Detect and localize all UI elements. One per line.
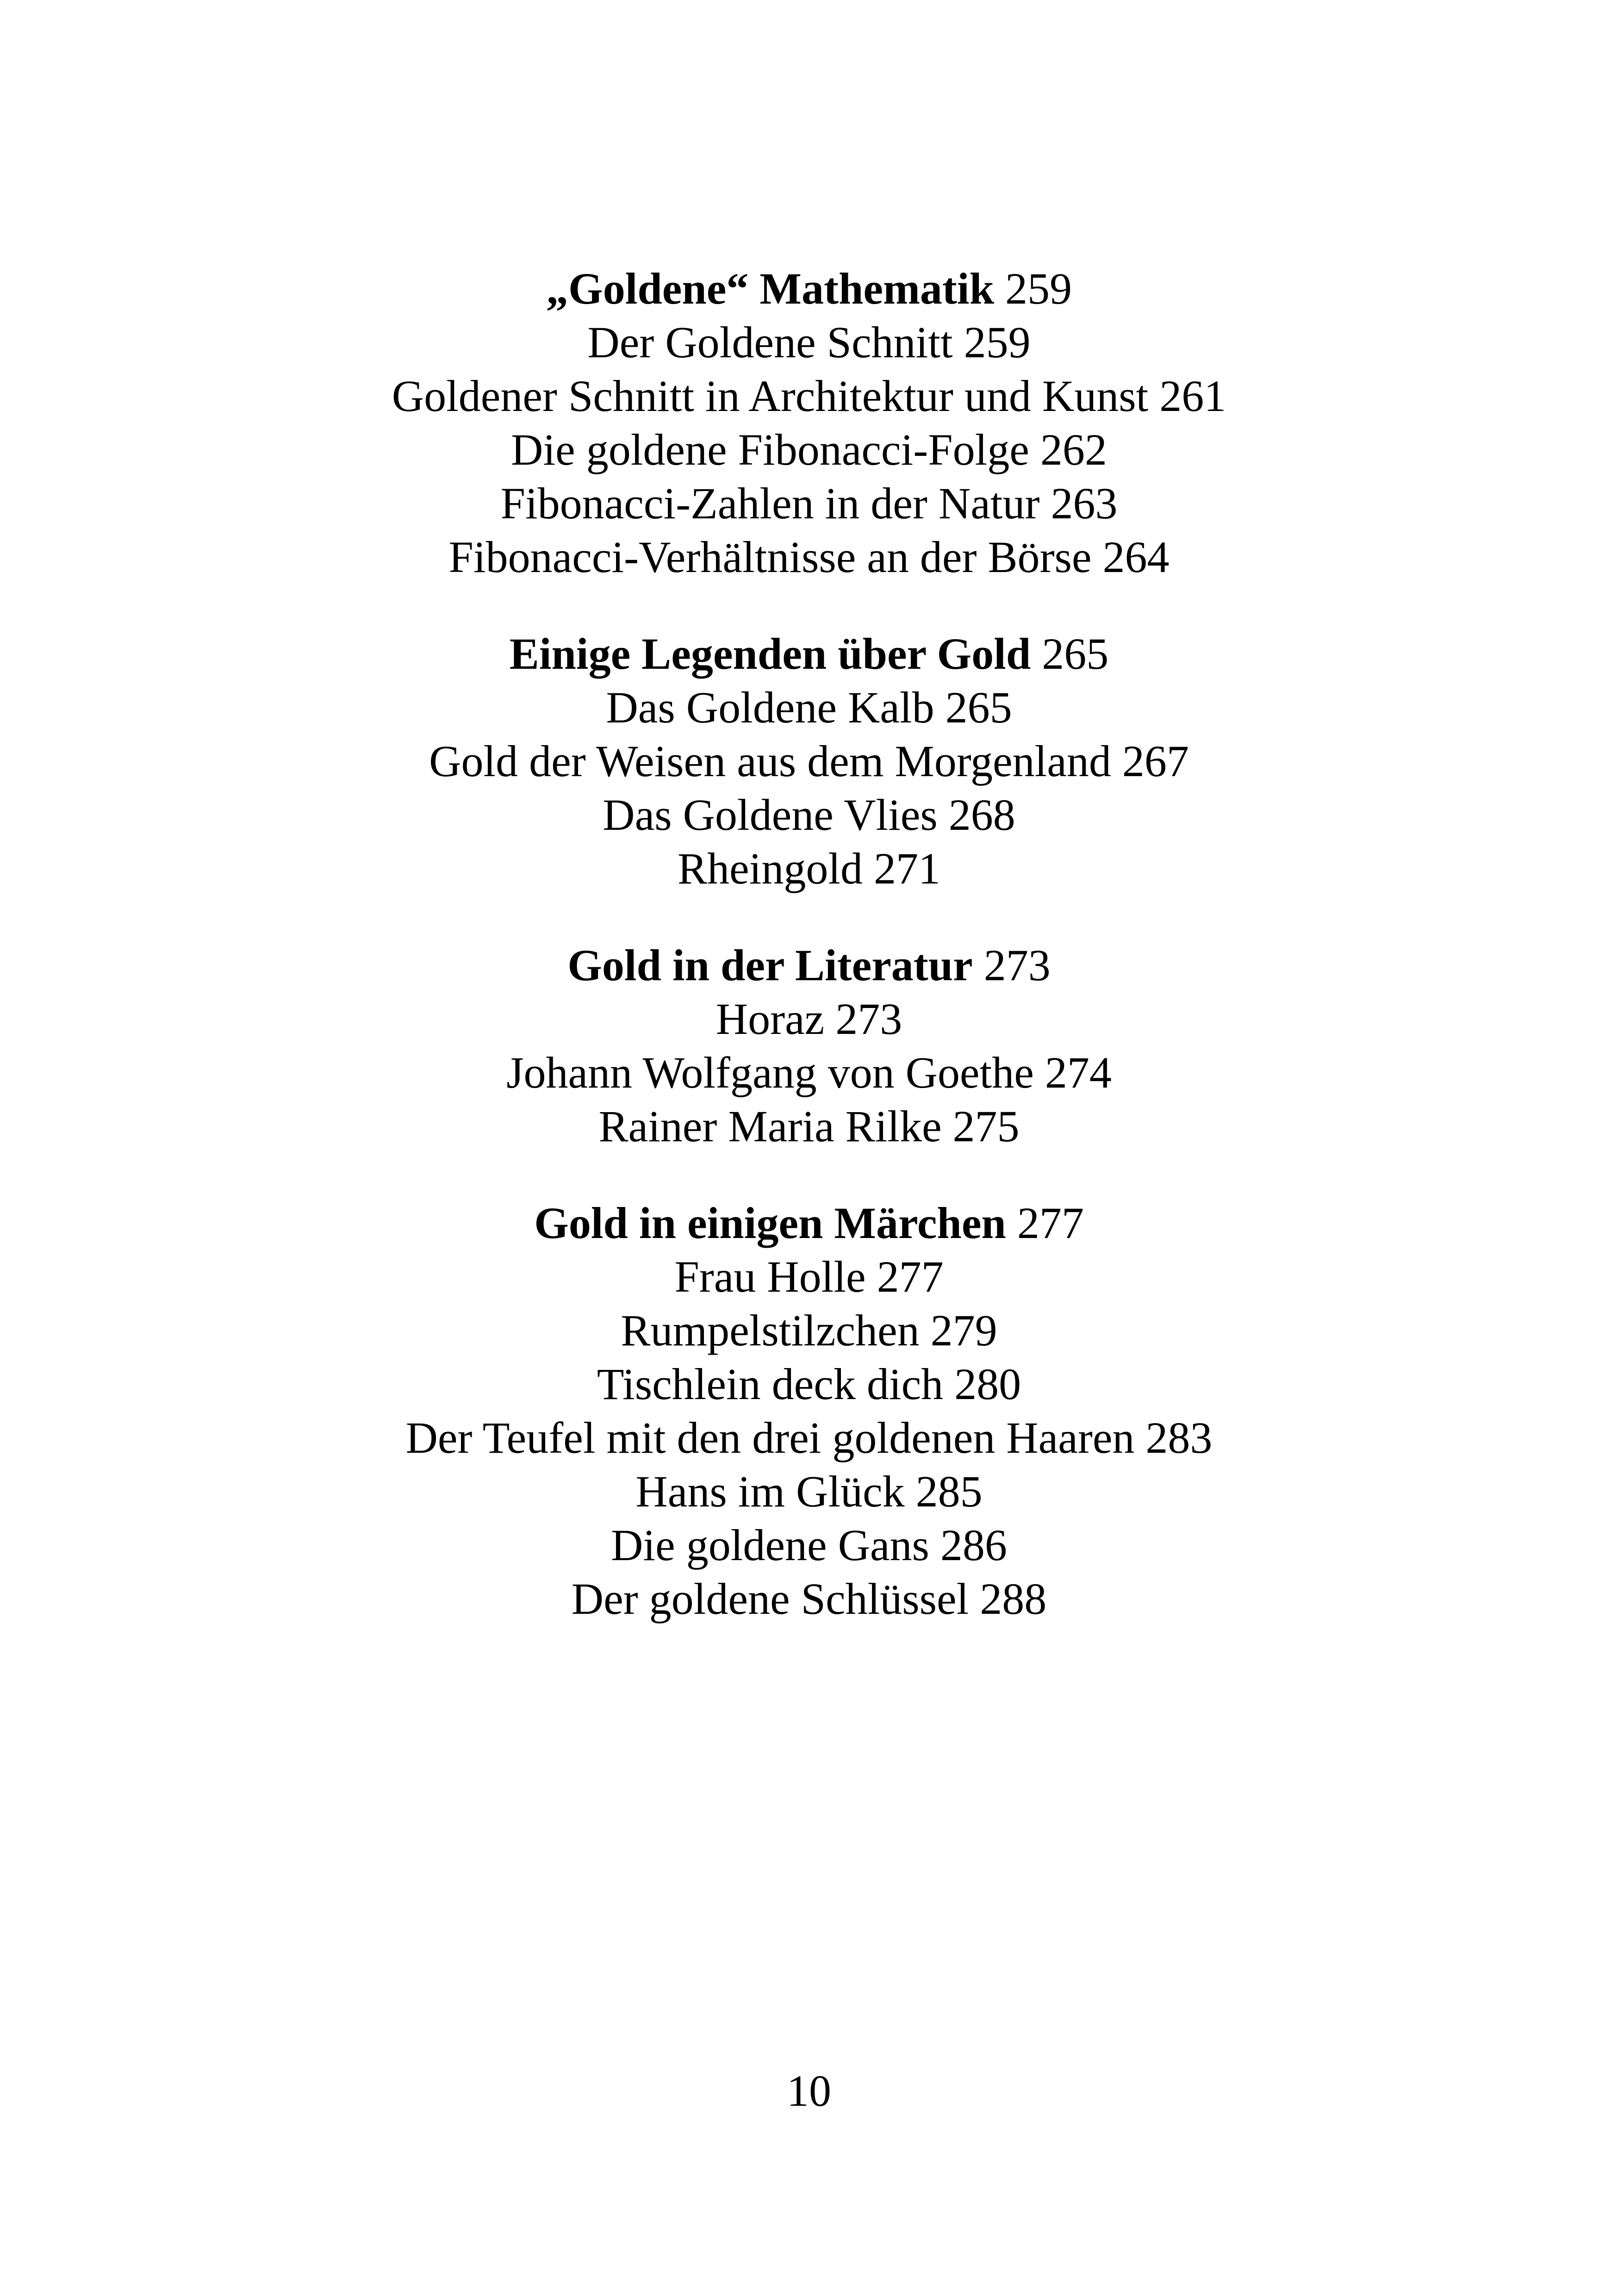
toc-entry-page: 267: [1122, 736, 1189, 786]
toc-entry: [0, 1572, 1618, 1626]
section-heading-title: Einige Legenden über Gold: [509, 629, 1031, 678]
toc-entry-page: 263: [1051, 479, 1118, 528]
table-of-contents: [0, 262, 1618, 1669]
toc-entry-title: Johann Wolfgang von Goethe: [506, 1048, 1034, 1097]
toc-entry: [0, 1357, 1618, 1411]
section-heading-page: 277: [1017, 1198, 1084, 1248]
toc-entry-title: Gold der Weisen aus dem Morgenland: [429, 736, 1111, 786]
toc-entry: [0, 992, 1618, 1046]
toc-entry-title: Fibonacci-Verhältnisse an der Börse: [448, 532, 1092, 582]
toc-entry: [0, 477, 1618, 530]
section-heading-page: 265: [1042, 629, 1109, 678]
section-heading: [0, 1196, 1618, 1250]
toc-entry-page: 279: [930, 1306, 997, 1355]
section-heading-title: Gold in der Literatur: [567, 940, 973, 990]
toc-entry-title: Tischlein deck dich: [597, 1359, 944, 1409]
toc-entry-page: 273: [835, 994, 902, 1044]
toc-entry-title: Das Goldene Vlies: [603, 790, 938, 840]
toc-entry-title: Rheingold: [678, 844, 863, 893]
toc-entry-page: 259: [964, 317, 1031, 367]
toc-entry-title: Der goldene Schlüssel: [571, 1574, 969, 1624]
toc-entry-title: Hans im Glück: [635, 1467, 905, 1516]
section-heading-page: 259: [1005, 264, 1072, 313]
toc-entry-page: 285: [915, 1467, 983, 1516]
toc-entry-title: Horaz: [716, 994, 825, 1044]
toc-entry-page: 268: [948, 790, 1015, 840]
toc-section-gold-fairy-tales: [0, 1196, 1618, 1626]
toc-entry: [0, 369, 1618, 423]
toc-entry-page: 277: [877, 1252, 944, 1301]
toc-entry: [0, 1046, 1618, 1100]
toc-entry: [0, 1465, 1618, 1518]
toc-entry-page: 265: [945, 683, 1012, 732]
toc-section-gold-legends: [0, 627, 1618, 896]
toc-entry-page: 261: [1159, 371, 1226, 421]
toc-entry: [0, 842, 1618, 896]
toc-entry-title: Goldener Schnitt in Architektur und Kunst: [392, 371, 1149, 421]
toc-entry-page: 288: [980, 1574, 1047, 1624]
toc-entry-title: Das Goldene Kalb: [606, 683, 934, 732]
toc-entry: [0, 1304, 1618, 1357]
toc-entry-title: Rumpelstilzchen: [621, 1306, 920, 1355]
toc-section-golden-mathematics: [0, 262, 1618, 584]
toc-entry: [0, 681, 1618, 734]
toc-entry: [0, 1100, 1618, 1153]
toc-entry-page: 275: [952, 1101, 1020, 1151]
section-heading-page: 273: [983, 940, 1051, 990]
toc-entry-title: Der Goldene Schnitt: [587, 317, 953, 367]
toc-entry-title: Der Teufel mit den drei goldenen Haaren: [405, 1413, 1135, 1462]
toc-entry: [0, 316, 1618, 369]
toc-entry-page: 283: [1145, 1413, 1213, 1462]
toc-entry-title: Fibonacci-Zahlen in der Natur: [500, 479, 1040, 528]
toc-entry: [0, 423, 1618, 477]
toc-entry: [0, 1411, 1618, 1465]
section-heading: [0, 627, 1618, 681]
toc-entry-page: 264: [1102, 532, 1170, 582]
toc-entry-page: 274: [1045, 1048, 1112, 1097]
toc-entry-page: 271: [873, 844, 940, 893]
toc-entry: [0, 1518, 1618, 1572]
toc-entry-title: Die goldene Gans: [611, 1520, 929, 1570]
section-heading-title: „Goldene“ Mathematik: [546, 264, 994, 313]
toc-entry: [0, 530, 1618, 584]
toc-entry: [0, 734, 1618, 788]
toc-entry-title: Rainer Maria Rilke: [598, 1101, 942, 1151]
section-heading: [0, 939, 1618, 992]
page-number: 10: [787, 2066, 831, 2116]
toc-entry-page: 286: [940, 1520, 1007, 1570]
toc-section-gold-literature: [0, 939, 1618, 1153]
toc-entry-page: 280: [954, 1359, 1021, 1409]
toc-entry: [0, 1250, 1618, 1304]
section-heading-title: Gold in einigen Märchen: [534, 1198, 1006, 1248]
toc-entry: [0, 788, 1618, 842]
section-heading: [0, 262, 1618, 316]
toc-entry-title: Die goldene Fibonacci-Folge: [511, 425, 1029, 474]
toc-entry-page: 262: [1040, 425, 1107, 474]
toc-entry-title: Frau Holle: [674, 1252, 866, 1301]
